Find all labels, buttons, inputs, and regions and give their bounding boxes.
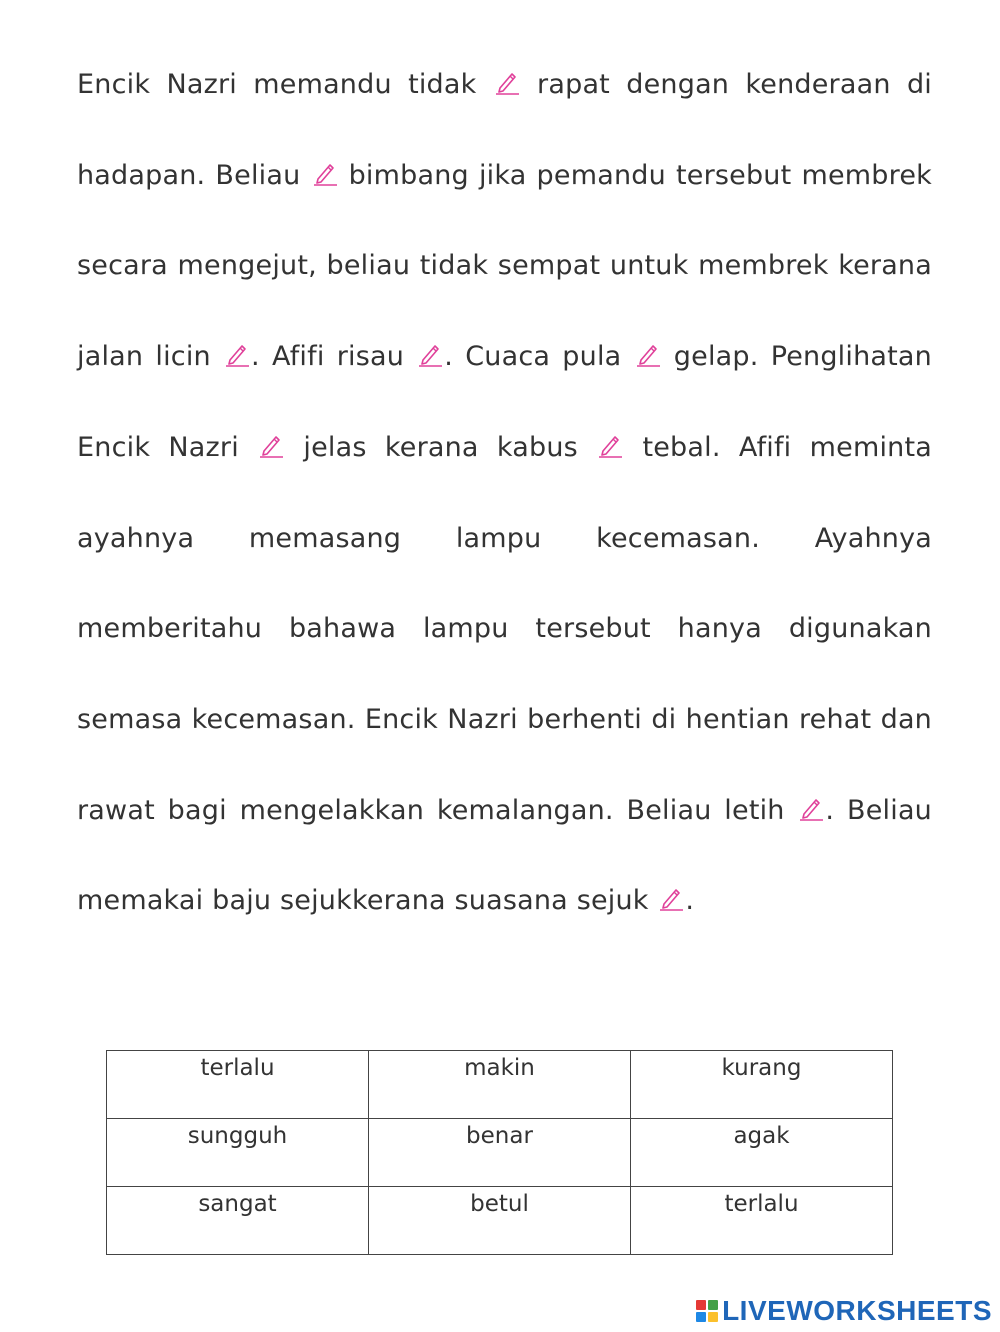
passage-text: . Afifi risau [251,341,417,373]
word-cell: terlalu [107,1051,369,1119]
liveworksheets-logo-icon [696,1300,718,1322]
word-cell: kurang [631,1051,893,1119]
pencil-icon [258,432,284,458]
answer-blank-9[interactable] [657,884,685,912]
logo-block [708,1312,718,1322]
passage-text: rawat bagi mengelakkan kemalangan. Beliau letih [77,794,798,826]
passage-text: tebal. Afifi meminta [624,431,932,463]
word-cell: terlalu [631,1187,893,1255]
pencil-icon [494,69,520,95]
pencil-icon [798,795,824,821]
passage-text: . Beliau [825,794,932,826]
passage-text: secara mengejut, beliau tidak sempat untuk membrek kerana [77,250,932,282]
logo-block [696,1300,706,1310]
word-bank-table [106,1050,893,1255]
passage-text: memakai baju sejukkerana suasana sejuk [77,885,658,917]
word-cell: betul [369,1187,631,1255]
logo-block [708,1300,718,1310]
word-cell: agak [631,1119,893,1187]
logo-block [696,1312,706,1322]
passage-text: bimbang jika pemandu tersebut membrek [338,159,932,191]
answer-blank-5[interactable] [634,340,662,368]
passage-text: jalan licin [77,341,224,373]
brand-name: LIVEWORKSHEETS [722,1295,992,1326]
word-cell: makin [369,1051,631,1119]
passage-text: rapat dengan kenderaan di [520,69,932,100]
answer-blank-4[interactable] [416,340,444,368]
passage-text: semasa kecemasan. Encik Nazri berhenti di hentian rehat dan [77,703,932,735]
pencil-icon [312,160,338,186]
word-cell: benar [369,1119,631,1187]
table-row [107,1051,893,1119]
pencil-icon [658,885,684,911]
liveworksheets-footer [696,1295,992,1327]
answer-blank-8[interactable] [797,794,825,822]
reading-passage [77,40,932,947]
passage-text: Encik Nazri memandu tidak [77,69,493,100]
passage-text: Encik Nazri [77,431,258,463]
passage-text: . Cuaca pula [444,341,634,373]
passage-text: . [685,885,695,917]
answer-blank-2[interactable] [311,159,339,187]
table-row [107,1187,893,1255]
passage-text: hadapan. Beliau [77,159,311,191]
passage-text: ayahnya memasang lampu kecemasan. Ayahnya [77,522,932,554]
answer-blank-6[interactable] [257,431,285,459]
pencil-icon [417,341,443,367]
answer-blank-7[interactable] [596,431,624,459]
pencil-icon [597,432,623,458]
word-cell: sangat [107,1187,369,1255]
pencil-icon [635,341,661,367]
pencil-icon [224,341,250,367]
passage-text: gelap. Penglihatan [661,341,932,373]
table-row [107,1119,893,1187]
passage-text: jelas kerana kabus [285,431,597,463]
answer-blank-3[interactable] [223,340,251,368]
answer-blank-1[interactable] [493,68,521,96]
passage-text: memberitahu bahawa lampu tersebut hanya digunakan [77,613,932,645]
word-cell: sungguh [107,1119,369,1187]
